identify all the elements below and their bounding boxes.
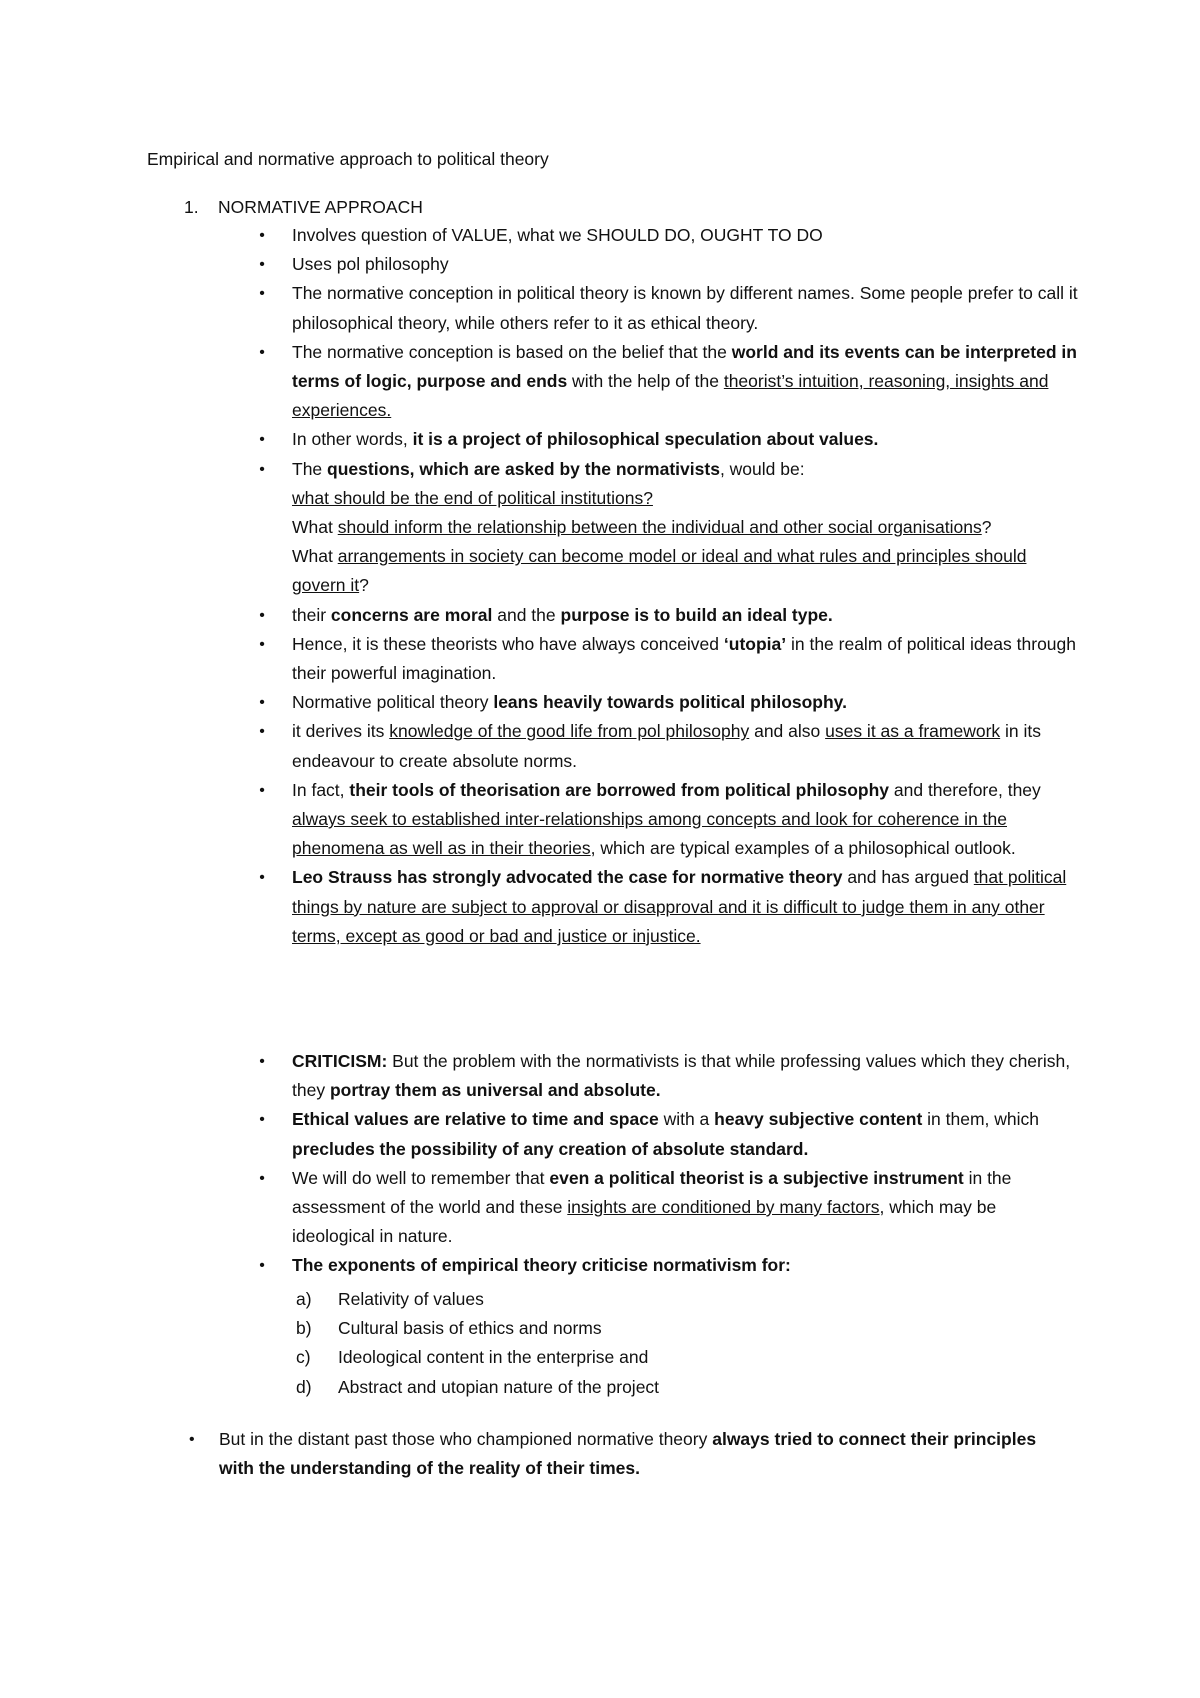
list-item: • Leo Strauss has strongly advocated the case for normative theory and has argued that political things by nature are subject to approval or disapproval and it is difficult to judge them in any other terms, except as good or bad and justice or injustice. <box>292 863 1082 951</box>
bullet-icon: • <box>259 285 265 303</box>
bullet-icon: • <box>259 606 265 624</box>
bullet-icon: • <box>259 343 265 361</box>
list-item: • The normative conception in political theory is known by different names. Some people prefer to call it philosophical theory, while others refer to it as ethical theory. <box>292 279 1082 337</box>
bullet-icon: • <box>259 1169 265 1187</box>
bullet-icon: • <box>259 635 265 653</box>
document-page: Empirical and normative approach to political theory 1. NORMATIVE APPROACH • Involves question of VALUE, what we SHOULD DO, OUGHT TO DO • Uses pol philosophy • The normative conception in political theory is known by different names. Some people prefer to call it philosophical theory, while others refer to it as ethical theory. • The normative conception is based on the belief that the world and its events can be interpreted in terms of logic, purpose and ends with the help of the theorist’s intuition, reasoning, insights and experiences. • In other words, it is a project of philosophical speculation about values. • The questions, which are asked by the normativists, would be: what should be the end of political institutions? What should inform the relationship between the individual and other social organisations? What arrangements in society can become model or ideal and what rules and principles should govern it? • their concerns are moral and the purpose is to build an ideal type. • Hence, it is these theorists who have always conceived ‘utopia’ in the realm of political ideas through their powerful imagination. • Normative political theory leans heavily towards political philosophy. • it derives its knowledge of the good life from pol philosophy and also uses it as a framework in its endeavour to create absolute norms. • In fact, their tools of theorisation are borrowed from political philosophy and therefore, they always seek to established inter-relationships among concepts and look for coherence in the phenomena as well as in their theories, which are typical examples of a philosophical outlook. • Leo Strauss has strongly advocated the case for normative theory and has argued that political things by nature are subject to approval or disapproval and it is difficult to judge them in any other terms, except as good or bad and justice or injustice. • CRITICISM: But the problem with the normativists is that while professing values which they cherish, they portray them as universal and absolute. • Ethical values are relative to time and space with a heavy subjective content in them, which precludes the possibility of any creation of absolute standard. • We will do well to remember that even a political theorist is a subjective instrument in the assessment of the world and these insights are conditioned by many factors, which may be ideological in nature. • The exponents of empirical theory criticise normativism for: a) Relativity of values b) Cultural basis of ethics and norms c) Ideological content in the enterprise and d) Abstract and utopian nature of the project • But in the distant past those who championed normative theory always tried to connect their principles with the understanding of the reality of their times. <box>0 0 1200 1698</box>
normative-bullet-list <box>259 221 1082 951</box>
bullet-icon: • <box>259 869 265 887</box>
question-3: arrangements in society can become model or ideal and what rules and principles should govern it <box>292 546 1027 596</box>
bullet-icon: • <box>259 1257 265 1275</box>
question-2: should inform the relationship between the individual and other social organisations <box>337 517 982 538</box>
list-item: • Normative political theory leans heavily towards political philosophy. <box>292 688 1082 717</box>
bullet-icon: • <box>189 1431 195 1448</box>
list-item: • We will do well to remember that even a political theorist is a subjective instrument in the assessment of the world and these insights are conditioned by many factors, which may be ideological in nature. <box>292 1164 1082 1252</box>
list-item: • their concerns are moral and the purpose is to build an ideal type. <box>292 601 1082 630</box>
question-1: what should be the end of political institutions? <box>292 487 653 508</box>
list-item: • In fact, their tools of theorisation are borrowed from political philosophy and therefore, they always seek to established inter-relationships among concepts and look for coherence in the phenomena as well as in their theories, which are typical examples of a philosophical outlook. <box>292 776 1082 864</box>
bullet-icon: • <box>259 460 265 478</box>
list-item: • The exponents of empirical theory criticise normativism for: <box>292 1251 1082 1280</box>
bullet-icon: • <box>259 227 265 244</box>
list-item: • it derives its knowledge of the good life from pol philosophy and also uses it as a framework in its endeavour to create absolute norms. <box>292 717 1082 775</box>
list-item: • Involves question of VALUE, what we SHOULD DO, OUGHT TO DO <box>292 221 1082 250</box>
bullet-icon: • <box>259 431 265 449</box>
bullet-icon: • <box>259 723 265 741</box>
section-heading: NORMATIVE APPROACH <box>218 197 423 217</box>
list-item: • The questions, which are asked by the normativists, would be: what should be the end of political institutions? What should inform the relationship between the individual and other social organisations? What arrangements in society can become model or ideal and what rules and principles should govern it? <box>292 455 1082 601</box>
document-title: Empirical and normative approach to political theory <box>147 149 549 169</box>
bullet-icon: • <box>259 781 265 799</box>
section-number: 1. <box>184 197 199 217</box>
bullet-icon: • <box>259 1111 265 1129</box>
list-item: • CRITICISM: But the problem with the normativists is that while professing values which they cherish, they portray them as universal and absolute. <box>292 1047 1082 1105</box>
list-item: • The normative conception is based on the belief that the world and its events can be interpreted in terms of logic, purpose and ends with the help of the theorist’s intuition, reasoning, insights and experiences. <box>292 338 1082 426</box>
criticism-label: CRITICISM: <box>292 1051 388 1071</box>
list-item: • Uses pol philosophy <box>292 250 1082 279</box>
closing-bullet: • But in the distant past those who championed normative theory always tried to connect their principles with the understanding of the reality of their times. <box>219 1425 1039 1483</box>
list-item: • Ethical values are relative to time and space with a heavy subjective content in them, which precludes the possibility of any creation of absolute standard. <box>292 1105 1082 1163</box>
bullet-icon: • <box>259 1053 265 1070</box>
bullet-icon: • <box>259 694 265 712</box>
criticism-bullet-list <box>259 1047 1082 1281</box>
list-item: • In other words, it is a project of philosophical speculation about values. <box>292 425 1082 454</box>
list-item: • Hence, it is these theorists who have always conceived ‘utopia’ in the realm of political ideas through their powerful imagination. <box>292 630 1082 688</box>
bullet-icon: • <box>259 256 265 274</box>
